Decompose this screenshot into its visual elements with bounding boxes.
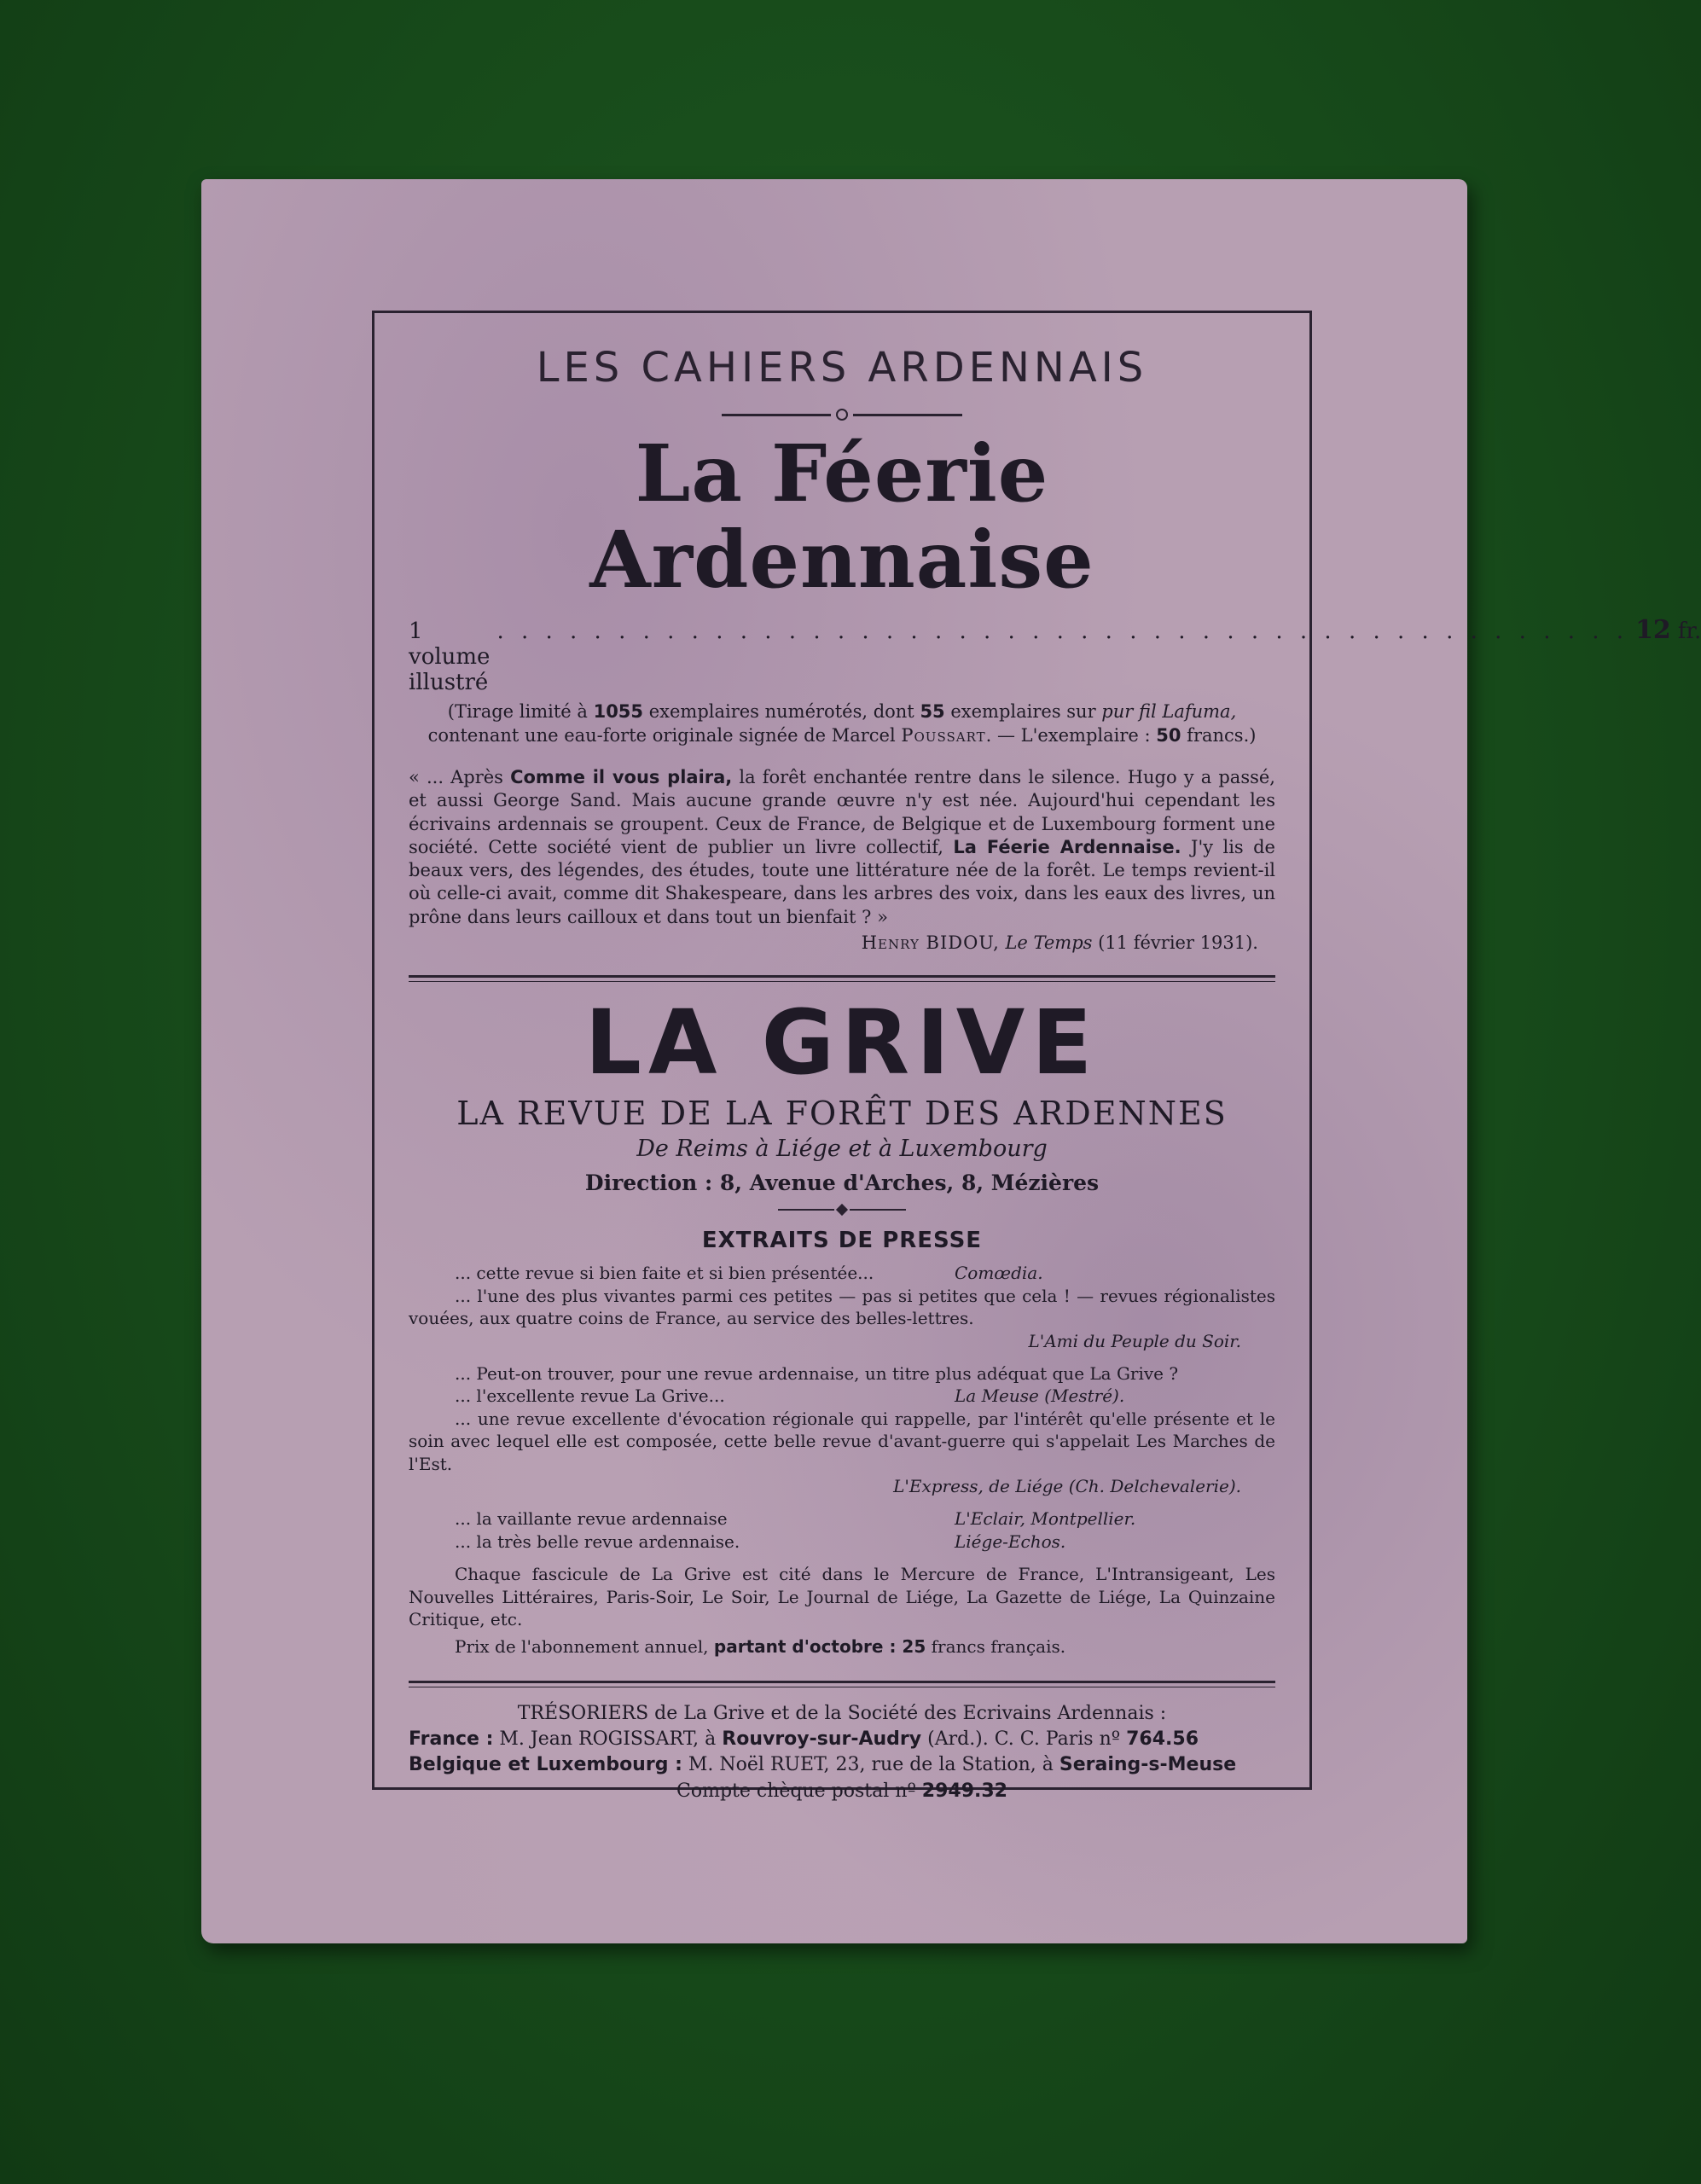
tresorier-france [409, 1727, 1275, 1752]
double-rule [409, 1681, 1275, 1687]
press-item [409, 1385, 1275, 1407]
tresoriers-heading: TRÉSORIERS de La Grive et de la Société des Ecrivains Ardennais : [517, 1702, 1167, 1724]
press-item: ... l'une des plus vivantes parmi ces petites — pas si petites que cela ! — revues régionalistes vouées, aux quatre coins de France, au service des belles-lettres. [409, 1285, 1275, 1329]
press-source: Comœdia. [955, 1263, 1043, 1284]
subscription-text: francs français. [926, 1636, 1066, 1658]
grive-title: LA GRIVE [584, 990, 1100, 1095]
extraits-heading: EXTRAITS DE PRESSE [701, 1228, 983, 1254]
press-item [409, 1507, 1275, 1530]
ornament-diamond [836, 1204, 848, 1216]
tirage-price: 50 [1156, 724, 1181, 746]
belgique-place: Seraing-s-Meuse [1059, 1754, 1237, 1776]
france-label: France : [409, 1728, 494, 1751]
france-place: Rouvroy-sur-Audry [722, 1728, 922, 1751]
press-citations: Chaque fascicule de La Grive est cité dans le Mercure de France, L'Intransigeant, Les Nouvelles Littéraires, Paris-Soir, Le Soir, Le Journal de Liége, La Gazette de Liége, La Quinzaine Critique, etc. [409, 1564, 1275, 1629]
france-cc: 764.56 [1126, 1728, 1199, 1751]
cover-frame [372, 311, 1701, 1802]
small-ornament [409, 1205, 1275, 1214]
quote-text: la forêt enchantée rentre dans le silence. Hugo y a passé, et aussi George Sand. Mais aucune grande œuvre n'y est née. Aujourd'hui cependant les écrivains ardennais se groupent. Ceux de France, de Belgique et de Luxembourg forment une société. Cette société vient de publier un livre collectif, [409, 766, 1275, 857]
press-quote: ... cette revue si bien faite et si bien présentée... [455, 1263, 874, 1284]
grive-direction: Direction : 8, Avenue d'Arches, 8, Mézières [584, 1170, 1100, 1196]
ornament-line-right [850, 1209, 906, 1211]
ornament-line-left [722, 414, 831, 416]
back-cover [201, 179, 1701, 1943]
press-quote: ... la vaillante revue ardennaise [455, 1508, 728, 1530]
feerie-title: La Féerie Ardennaise [589, 427, 1094, 607]
volume-price-line [409, 615, 1701, 696]
tirage-text: (Tirage limité à [447, 701, 594, 723]
france-text: (Ard.). C. C. Paris nº [921, 1728, 1127, 1751]
tirage-paper: pur fil Lafuma, [1101, 701, 1237, 723]
bidou-quote [409, 766, 1275, 929]
compte-text: Compte chèque postal nº [676, 1780, 922, 1802]
ornament-line-right [853, 414, 962, 416]
tirage-artist: Poussart [901, 724, 986, 746]
press-item: ... une revue excellente d'évocation régionale qui rappelle, par l'intérêt qu'elle présente et le soin avec lequel elle est composée, cette belle revue d'avant-guerre qui s'appelait Les Marches de l'Est. [409, 1408, 1275, 1474]
press-extracts [409, 1262, 1275, 1658]
quote-title: La Féerie Ardennaise. [953, 836, 1181, 857]
sig-date: (11 février 1931). [1098, 932, 1258, 954]
double-rule [409, 975, 1275, 982]
quote-text: J'y lis de beaux vers, des légendes, des études, toute une littérature née de la forêt. Le temps revient-il où celle-ci avait, comme dit Shakespeare, dans les arbres des voix, dans les eaux des livres, un prône dans leurs cailloux et dans tout un bienfait ? » [409, 836, 1275, 927]
tirage-text: . — L'exemplaire : [985, 724, 1157, 746]
price-unit: fr. [1677, 619, 1701, 645]
volume-label: 1 volume illustré [409, 619, 491, 696]
sig-paper: Le Temps [1005, 932, 1093, 954]
tirage-count: 1055 [593, 701, 644, 723]
subscription-amount: 25 [896, 1636, 926, 1658]
subscription-price [409, 1635, 1275, 1658]
press-quote: ... la très belle revue ardennaise. [455, 1531, 740, 1552]
grive-tagline: De Reims à Liége et à Luxembourg [636, 1136, 1048, 1163]
tirage-text: exemplaires numérotés, dont [643, 701, 920, 723]
tirage-note [409, 700, 1275, 747]
tresoriers-block [409, 1701, 1275, 1804]
tirage-fil-count: 55 [920, 701, 945, 723]
subscription-start: partant d'octobre : [713, 1636, 897, 1658]
tirage-text: contenant une eau-forte originale signée de Marcel [427, 724, 902, 746]
france-text: M. Jean ROGISSART, à [493, 1728, 723, 1751]
compte-cheque [409, 1779, 1275, 1804]
press-source: L'Eclair, Montpellier. [955, 1508, 1136, 1530]
ornament-dot [836, 409, 848, 421]
tirage-text: francs.) [1181, 724, 1257, 746]
press-source: L'Express, de Liége (Ch. Delchevalerie). [893, 1475, 1241, 1496]
belgique-text: M. Noël RUET, 23, rue de la Station, à [682, 1754, 1059, 1776]
volume-price: 12 [1635, 615, 1671, 646]
press-item: ... Peut-on trouver, pour une revue ardennaise, un titre plus adéquat que La Grive ? [455, 1363, 1179, 1384]
belgique-label: Belgique et Luxembourg : [409, 1754, 682, 1776]
press-source: Liége-Echos. [955, 1531, 1066, 1552]
leader-dots: . . . . . . . . . . . . . . . . . . . . . . . . . . . . . . . . . . . . . . . . . . . . . . . [496, 619, 1629, 645]
press-item [409, 1531, 1275, 1553]
quote-signature [409, 932, 1275, 953]
quote-book: Comme il vous plaira, [510, 766, 733, 787]
grive-subtitle: LA REVUE DE LA FORÊT DES ARDENNES [456, 1095, 1228, 1133]
press-source: La Meuse (Mestré). [955, 1385, 1125, 1407]
subscription-text: Prix de l'abonnement annuel, [455, 1636, 714, 1658]
ornament-divider [409, 409, 1275, 421]
press-item [409, 1262, 1275, 1284]
press-quote: ... l'excellente revue La Grive... [455, 1385, 725, 1407]
press-source: L'Ami du Peuple du Soir. [1028, 1330, 1241, 1351]
series-title: LES CAHIERS ARDENNAIS [536, 344, 1148, 392]
quote-text: « ... Après [409, 766, 511, 787]
tresorier-belgique [409, 1752, 1275, 1778]
ornament-line-left [778, 1209, 834, 1211]
tirage-text: exemplaires sur [944, 701, 1102, 723]
sig-name: Henry BIDOU, [861, 932, 1000, 954]
compte-number: 2949.32 [921, 1780, 1007, 1802]
